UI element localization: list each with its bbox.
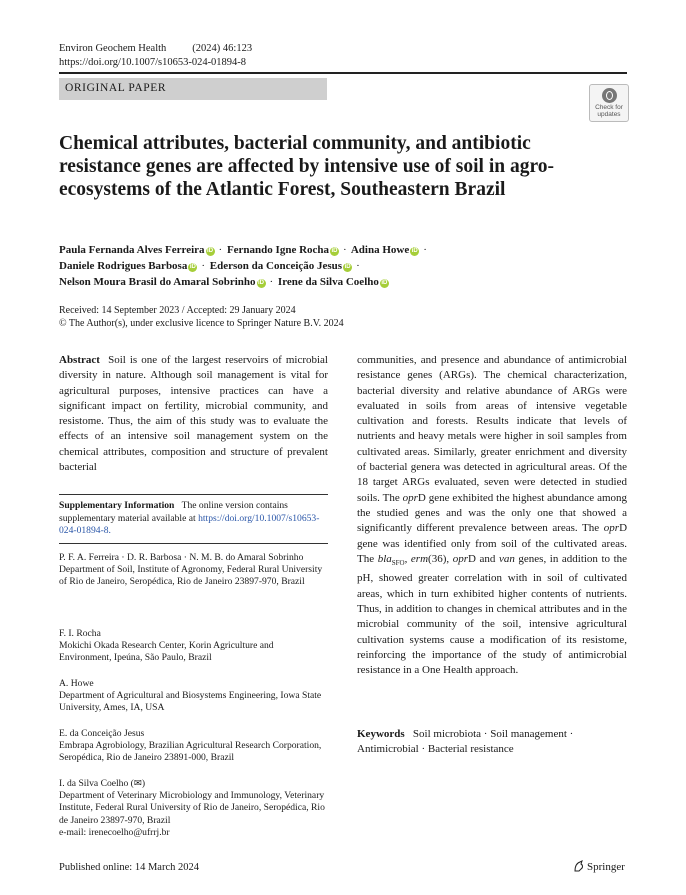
- author[interactable]: Irene da Silva Coelho: [277, 275, 379, 288]
- abstract-text-left: Soil is one of the largest reservoirs of microbial diversity in nature. Although soil management is vital for agricultural purposes, intensive practices can have a significant impact on fertility, microbial community, and resistome. Thus, the aim of this study was to evaluate the effects of an intensive soil management system on the chemical attributes, composition and structure of prevalent bacterial: [59, 354, 328, 474]
- journal-name: Environ Geochem Health: [59, 43, 167, 54]
- check-updates-icon: [602, 88, 617, 103]
- publisher-logo: [573, 860, 625, 873]
- author[interactable]: Adina Howe: [350, 244, 410, 256]
- affiliation-names: P. F. A. Ferreira · D. R. Barbosa · N. M. B. do Amaral Sobrinho: [59, 552, 304, 563]
- affiliation-address: Embrapa Agrobiology, Brazilian Agricultural Research Corporation, Seropédica, Rio de Janeiro 23891-000, Brazil: [59, 740, 322, 764]
- orcid-icon[interactable]: iD: [189, 263, 196, 270]
- corresponding-email[interactable]: e-mail: irenecoelho@ufrrj.br: [59, 826, 170, 838]
- affiliation-address: Department of Agricultural and Biosystems Engineering, Iowa State University, Ames, IA, USA: [59, 690, 322, 714]
- check-for-updates-badge[interactable]: [589, 84, 629, 122]
- header-rule: [59, 72, 627, 74]
- keywords-heading: Keywords: [357, 728, 405, 740]
- orcid-icon[interactable]: iD: [344, 263, 351, 270]
- affiliation-block: [59, 552, 328, 589]
- supplementary-heading: Supplementary Information: [59, 500, 175, 511]
- check-updates-line1: Check for: [595, 104, 623, 111]
- footnote-rule: [59, 494, 328, 495]
- abstract-text: D and: [467, 552, 496, 565]
- gene-name: bla: [377, 552, 392, 565]
- journal-volume: (2024) 46:123: [192, 43, 253, 54]
- author[interactable]: Paula Fernanda Alves Ferreira: [59, 244, 205, 256]
- keywords-text: Soil microbiota · Soil management · Antimicrobial · Bacterial resistance: [357, 728, 574, 756]
- affiliation-block: [59, 728, 328, 765]
- copyright: © The Author(s), under exclusive licence to Springer Nature B.V. 2024: [59, 317, 344, 329]
- gene-name: erm: [410, 552, 429, 565]
- affiliation-address: Department of Soil, Institute of Agronomy, Federal Rural University of Rio de Janeiro, Seropédica, Rio de Janeiro 23897-970, Brazil: [59, 564, 323, 588]
- abstract-right: communities, and presence and abundance of antimicrobial resistance genes (ARGs). The chemical characterization, bacterial diversity and relative abundance of ARGs were evaluated in soils from areas of intensive vegetable cultivation and forests. Results indicate that levels of nutrients and heavy metals were higher in soil samples from cultivated areas. Similarly, greater enrichment and diversity of bacterial genera was detected in agricultural areas. Of the 18 target ARGs evaluated, seven were detected in studied soils. The oprD gene exhibited the highest abundance among the studied genes and was the only one that showed a significantly different prevalence between areas. The oprD gene was identified only from soil of the cultivated areas. The bla$_{SFO}$, erm(36), oprD and van genes, in addition to the pH, showed greater correlation with in soil of cultivated areas, which in turn exhibited higher contents of nutrients. Thus, in addition to changes in chemical attributes and in the microbial community of the soil, intensive agricultural cultivation systems cause a modification of its resistome, reinforcing the importance of the study of antimicrobial resistance in a One Health approach.: [357, 354, 628, 677]
- supplementary-info: [59, 500, 328, 538]
- gene-name: opr: [452, 552, 468, 565]
- supplementary-link[interactable]: https://doi.org/10.1007/s10653-024-01894-8.: [59, 512, 320, 536]
- abstract-text: communities, and presence and abundance of antimicrobial resistance genes (ARGs). The chemical characterization, bacterial diversity and relative abundance of ARGs were evaluated in soils from areas of intensive vegetable cultivation and forests. Results indicate that levels of nutrients and heavy metals were higher in soil samples from cultivated areas. Similarly, greater enrichment and diversity of bacterial genera was detected in agricultural areas. Of the 18 target ARGs evaluated, seven were detected in studied soils. The: [357, 354, 627, 504]
- springer-horse-icon: [573, 860, 585, 872]
- abstract-heading: Abstract: [59, 354, 100, 366]
- keywords: [357, 727, 627, 758]
- affiliation-block: [59, 678, 328, 715]
- affiliation-block: [59, 628, 328, 665]
- abstract-text: D gene was identified only from soil of the cultivated areas. The: [357, 522, 628, 565]
- author-list: Paula Fernanda Alves Ferreira iD · Fernando Igne Rocha iD · Adina Howe iD · Daniele Rodrigues Barbosa iD · Ederson da Conceição Jesus iD · Nelson Moura Brasil do Amaral Sobrinho iD · Irene da Silva Coelho iD: [59, 244, 427, 288]
- affiliation-address: Department of Veterinary Microbiology and Immunology, Veterinary Institute, Federal Rural University of Rio de Janeiro, Seropédica, Rio de Janeiro 23897-970, Brazil: [59, 790, 325, 826]
- author[interactable]: Fernando Igne Rocha: [226, 244, 330, 256]
- check-updates-line2: updates: [597, 111, 621, 118]
- orcid-icon[interactable]: iD: [207, 248, 214, 254]
- paper-title: Chemical attributes, bacterial community, and antibiotic resistance genes are affected by intensive use of soil in agro-ecosystems of the Atlantic Forest, Southeastern Brazil: [59, 133, 555, 200]
- abstract-text: D gene exhibited the highest abundance among the studied genes and was the only one that showed a significantly different prevalence between areas. The: [357, 491, 628, 535]
- gene-name: opr: [603, 522, 620, 535]
- gene-name: van: [498, 552, 515, 565]
- abstract-left: [59, 353, 328, 475]
- journal-header: [59, 42, 252, 70]
- abstract-text: genes, in addition to the pH, showed greater correlation with in soil of cultivated areas, which in turn exhibited higher contents of nutrients. Thus, in addition to changes in chemical attributes and in the microbial community of the soil, intensive agricultural cultivation systems cause a modification of its resistome, reinforcing the importance of the study of antimicrobial resistance in a One Health approach.: [357, 552, 628, 677]
- article-dates: [59, 305, 344, 330]
- affiliation-names: E. da Conceição Jesus: [59, 728, 145, 739]
- orcid-icon[interactable]: iD: [331, 248, 338, 254]
- article-type: ORIGINAL PAPER: [65, 82, 167, 94]
- affiliation-names: A. Howe: [59, 678, 94, 689]
- abstract-text: (36),: [428, 552, 450, 565]
- author[interactable]: Daniele Rodrigues Barbosa: [59, 259, 188, 272]
- gene-subscript: SFO: [391, 559, 405, 568]
- published-online: Published online: 14 March 2024: [59, 862, 199, 873]
- article-type-banner: [59, 78, 327, 100]
- affiliation-names: F. I. Rocha: [59, 628, 101, 639]
- affiliation-names: I. da Silva Coelho: [59, 778, 129, 789]
- author[interactable]: Nelson Moura Brasil do Amaral Sobrinho: [59, 275, 256, 288]
- affiliation-address: Mokichi Okada Research Center, Korin Agriculture and Environment, Ipeúna, São Paulo, Brazil: [59, 640, 274, 664]
- orcid-icon[interactable]: iD: [411, 248, 418, 254]
- affiliation-rule: [59, 543, 328, 544]
- envelope-icon[interactable]: ✉: [133, 778, 142, 789]
- author[interactable]: Ederson da Conceição Jesus: [209, 259, 343, 272]
- orcid-icon[interactable]: iD: [381, 279, 388, 286]
- publisher-name: Springer: [587, 861, 625, 873]
- gene-name: opr: [402, 491, 418, 504]
- supplementary-text: The online version contains supplementary material available at: [59, 500, 288, 524]
- header-doi[interactable]: https://doi.org/10.1007/s10653-024-01894-8: [59, 57, 247, 68]
- affiliation-block: I. da Silva Coelho (✉) Department of Veterinary Microbiology and Immunology, Veterinary Institute, Federal Rural University of Rio de Janeiro, Seropédica, Rio de Janeiro 23897-970, Brazil e-mail: irenecoelho@ufrrj.br: [59, 778, 328, 839]
- received-accepted: Received: 14 September 2023 / Accepted: 29 January 2024: [59, 305, 296, 316]
- orcid-icon[interactable]: iD: [258, 279, 264, 286]
